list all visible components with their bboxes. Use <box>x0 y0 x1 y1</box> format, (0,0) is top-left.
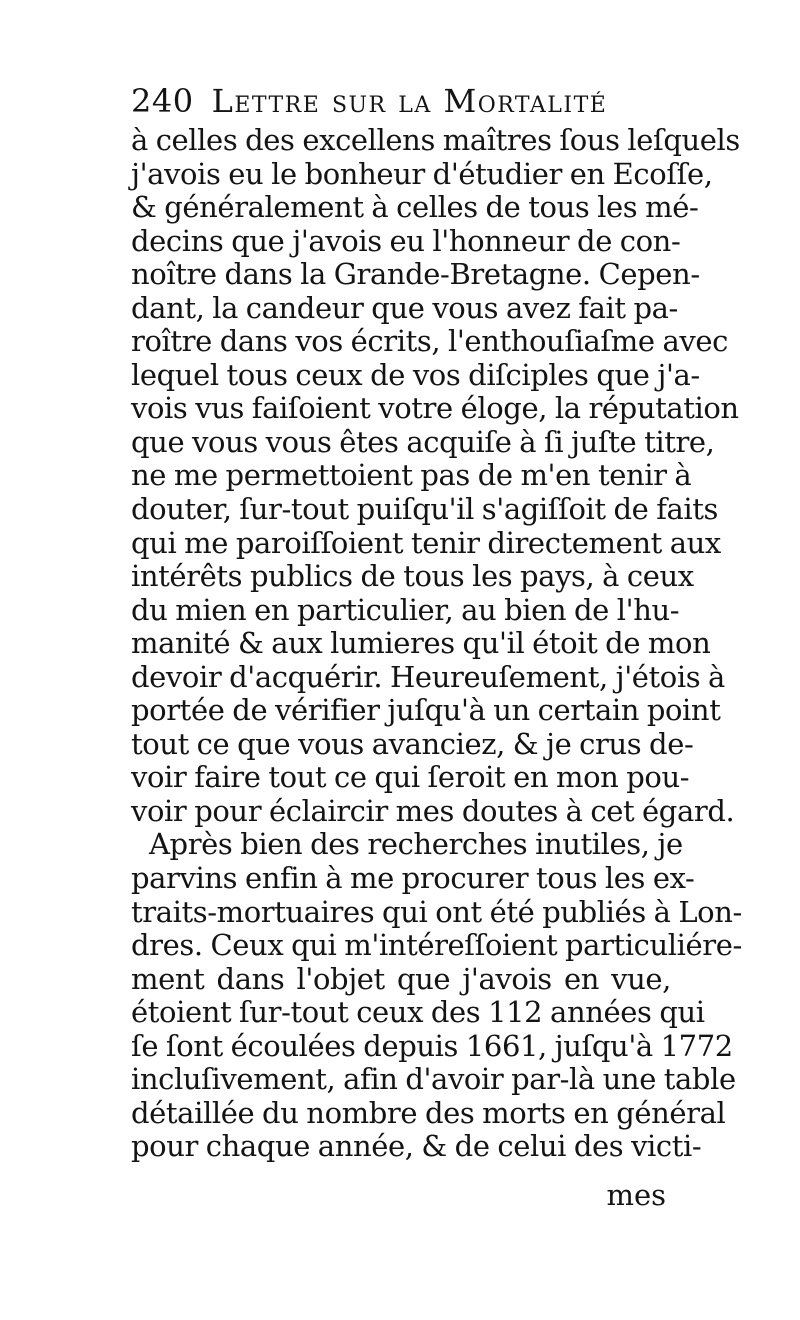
running-title: Lettre sur la Mortalité <box>211 82 608 120</box>
text-line: voir pour éclaircir mes doutes à cet égard. <box>131 793 735 828</box>
catchword: mes <box>606 1178 666 1212</box>
page-number: 240 <box>131 82 194 120</box>
text-line: parvins enfin à me procurer tous les ex- <box>131 861 695 896</box>
text-line: j'avois eu le bonheur d'étudier en Ecoſſe, <box>131 156 713 191</box>
text-line: manité & aux lumieres qu'il étoit de mon <box>131 626 711 661</box>
page-body-text <box>131 123 742 1164</box>
text-line: pour chaque année, & de celui des victi- <box>131 1129 702 1164</box>
text-line: traits-mortuaires qui ont été publiés à Lon- <box>131 894 742 929</box>
text-line: du mien en particulier, au bien de l'hu- <box>131 592 680 627</box>
text-line: voir faire tout ce qui ſeroit en mon pou- <box>131 760 690 795</box>
text-line: vois vus faiſoient votre éloge, la réputation <box>131 391 739 426</box>
text-line: étoient ſur-tout ceux des 112 années qui <box>131 995 705 1030</box>
text-line: ſe ſont écoulées depuis 1661, juſqu'à 1772 <box>131 1028 733 1063</box>
text-line: lequel tous ceux de vos diſciples que j'a- <box>131 357 700 392</box>
text-line: détaillée du nombre des morts en général <box>131 1095 726 1130</box>
text-line: que vous vous êtes acquiſe à ſi juſte titre, <box>131 424 715 459</box>
text-line: à celles des excellens maîtres ſous leſquels <box>131 123 740 157</box>
text-line: decins que j'avois eu l'honneur de con- <box>131 223 681 258</box>
text-line: dant, la candeur que vous avez fait pa- <box>131 290 678 325</box>
text-line: devoir d'acquérir. Heureuſement, j'étois à <box>131 659 725 694</box>
text-line: & généralement à celles de tous les mé- <box>131 190 699 225</box>
page-header <box>131 78 671 124</box>
text-line: intérêts publics de tous les pays, à ceux <box>131 559 694 594</box>
text-line: noître dans la Grande-Bretagne. Cepen- <box>131 257 700 292</box>
text-line: dres. Ceux qui m'intéreſſoient particuliére- <box>131 928 742 963</box>
text-line: ment dans l'objet que j'avois en vue, <box>131 961 671 996</box>
text-line: douter, ſur-tout puiſqu'il s'agiſſoit de faits <box>131 492 719 527</box>
text-line: portée de vérifier juſqu'à un certain point <box>131 693 721 728</box>
text-line: tout ce que vous avanciez, & je crus de- <box>131 726 694 761</box>
text-line: ne me permettoient pas de m'en tenir à <box>131 458 692 493</box>
text-line: qui me paroiſſoient tenir directement aux <box>131 525 721 560</box>
text-line: incluſivement, afin d'avoir par-là une table <box>131 1062 736 1097</box>
text-line: Après bien des recherches inutiles, je <box>149 827 683 862</box>
text-line: roître dans vos écrits, l'enthouſiaſme avec <box>131 324 728 359</box>
